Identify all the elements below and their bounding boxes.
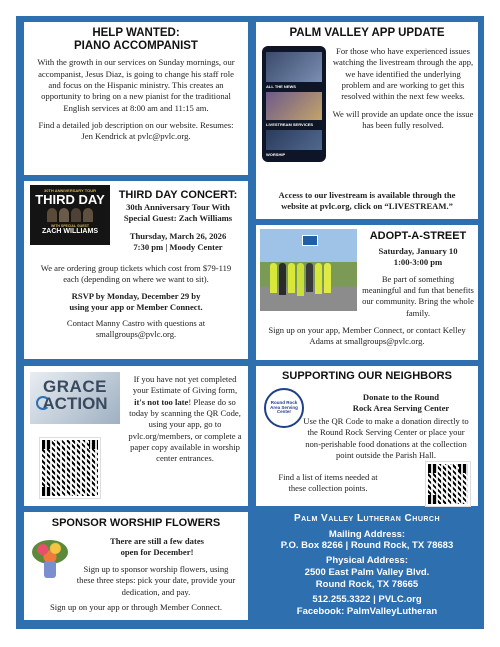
- newsletter-page: [16, 16, 484, 629]
- grace-action-card: [24, 366, 248, 506]
- app-update-body: For those who have experienced issues watching the livestream through the app, we have identified the underlying problem and are working to get this resolved within the next few weeks.: [332, 46, 474, 102]
- volunteers-photo: [260, 229, 357, 311]
- phone-website: 512.255.3322 | PVLC.org: [312, 593, 422, 605]
- concert-card: [24, 181, 248, 359]
- phone-label-worship: WORSHIP: [266, 152, 286, 157]
- app-update-card: [256, 22, 478, 219]
- adopt-street-body: Be part of something meaningful and fun that benefits our community. Bring the whole family.: [362, 273, 474, 318]
- help-wanted-body: With the growth in our services on Sunday mornings, our accompanist, Jesus Diaz, is going to change his staff role and focus on the Hispanic ministry. This creates an opportunity to bring on a new pianist for the traditional English services at 8:00 am and 11:15 am.: [37, 57, 235, 113]
- adopt-street-signup: Sign up on your app, Member Connect, or contact Kelley Adams at smallgroups@pvlc.org.: [268, 325, 466, 347]
- concert-subtitle: [112, 202, 244, 225]
- help-wanted-contact: Find a detailed job description on our website. Resumes: Jen Kendrick at pvlc@pvlc.org.: [38, 120, 234, 142]
- grace-body-pre: If you have not yet completed your Estimate of Giving form,: [132, 374, 238, 396]
- app-update-title: PALM VALLEY APP UPDATE: [289, 27, 445, 39]
- mailing-label: Mailing Address:: [328, 528, 406, 540]
- grace-logo-line2: ACTION: [42, 394, 108, 413]
- flowers-subtitle: [82, 536, 232, 559]
- neighbors-body: Use the QR Code to make a donation directly to the Round Rock Serving Center or place your non-perishable food donations at the collection point outside the Parish Hall.: [303, 416, 469, 461]
- concert-title: THIRD DAY CONCERT:: [118, 189, 238, 201]
- grace-body-bold: it's not too late: [134, 396, 189, 407]
- help-wanted-title: [32, 27, 240, 52]
- concert-rsvp-line2: using your app or Member Connect.: [69, 302, 203, 313]
- grace-qr-code[interactable]: [40, 438, 100, 498]
- church-name: Palm Valley Lutheran Church: [293, 513, 441, 524]
- flowers-subtitle-line2: open for December!: [120, 547, 194, 558]
- concert-tickets: We are ordering group tickets which cost from $79-119 each (depending on where we want to sit).: [40, 263, 232, 285]
- poster-guest-label: WITH SPECIAL GUEST: [50, 224, 90, 228]
- neighbors-subtitle-line2: Rock Area Serving Center: [352, 403, 450, 414]
- concert-date: Thursday, March 26, 2026: [129, 230, 227, 241]
- concert-time-place: 7:30 pm | Moody Center: [133, 242, 223, 253]
- flowers-card: [24, 512, 248, 620]
- phone-label-news: ALL THE NEWS: [266, 84, 296, 89]
- grace-action-logo: [30, 372, 120, 424]
- church-contact-footer: [256, 512, 478, 620]
- concert-subtitle-line2: Special Guest: Zach Williams: [123, 213, 233, 224]
- concert-contact: Contact Manny Castro with questions at smallgroups@pvlc.org.: [66, 318, 206, 340]
- livestream-access-note: Access to our livestream is available through the website at pvlc.org, click on “LIVESTREAM.”: [278, 190, 456, 212]
- mailing-address: P.O. Box 8266 | Round Rock, TX 78683: [280, 540, 454, 552]
- grace-body: [128, 374, 242, 465]
- physical-label: Physical Address:: [325, 555, 409, 567]
- flowers-image: [32, 540, 68, 580]
- neighbors-list-note: Find a list of items needed at these collection points.: [278, 472, 378, 494]
- adopt-street-date: Saturday, January 10: [378, 246, 458, 257]
- concert-poster: [30, 185, 110, 245]
- flowers-title: SPONSOR WORSHIP FLOWERS: [51, 517, 221, 529]
- neighbors-subtitle: [336, 392, 466, 415]
- help-wanted-title-line2: PIANO ACCOMPANIST: [74, 39, 198, 52]
- serving-center-logo: [264, 388, 304, 428]
- serving-center-logo-text: Round Rock Area Serving Center: [270, 399, 298, 415]
- adopt-street-card: [256, 225, 478, 360]
- poster-title: THIRD DAY: [35, 192, 105, 207]
- adopt-street-title: ADOPT-A-STREET: [369, 230, 467, 242]
- physical-line1: 2500 East Palm Valley Blvd.: [304, 567, 430, 579]
- poster-top-text: 30TH ANNIVERSARY TOUR: [43, 188, 96, 193]
- flowers-body: Sign up to sponsor worship flowers, using these three steps: pick your date, provide your dedication, and pay.: [76, 564, 236, 597]
- concert-rsvp: [34, 291, 238, 314]
- concert-rsvp-line1: RSVP by Monday, December 29 by: [71, 291, 201, 301]
- flowers-subtitle-line1: There are still a few dates: [110, 536, 204, 546]
- facebook-handle: Facebook: PalmValleyLutheran: [296, 605, 438, 617]
- app-update-body2: We will provide an update once the issue has been fully resolved.: [332, 108, 474, 131]
- adopt-street-time: 1:00-3:00 pm: [393, 257, 443, 268]
- phone-screenshot: [262, 46, 326, 162]
- flowers-signup: Sign up on your app or through Member Connect.: [49, 602, 223, 612]
- adopt-street-when: [362, 246, 474, 269]
- concert-subtitle-line1: 30th Anniversary Tour With: [126, 202, 230, 213]
- neighbors-card: [256, 366, 478, 506]
- neighbors-title: SUPPORTING OUR NEIGHBORS: [282, 370, 452, 382]
- grace-body-post: ! Please do so today by scanning the QR Code, using your app, go to pvlc.org/members, or complete a paper copy available in worship center entrances.: [128, 396, 242, 464]
- phone-label-livestream: LIVESTREAM SERVICES: [266, 122, 314, 127]
- grace-logo-line1: GRACE: [43, 377, 107, 396]
- concert-datetime: [112, 231, 244, 254]
- help-wanted-title-line1: HELP WANTED:: [92, 27, 180, 39]
- poster-guest: ZACH WILLIAMS: [42, 228, 98, 235]
- neighbors-qr-code[interactable]: [426, 462, 470, 506]
- neighbors-subtitle-line1: Donate to the Round: [362, 392, 440, 402]
- help-wanted-card: [24, 22, 248, 175]
- physical-line2: Round Rock, TX 78665: [315, 579, 419, 590]
